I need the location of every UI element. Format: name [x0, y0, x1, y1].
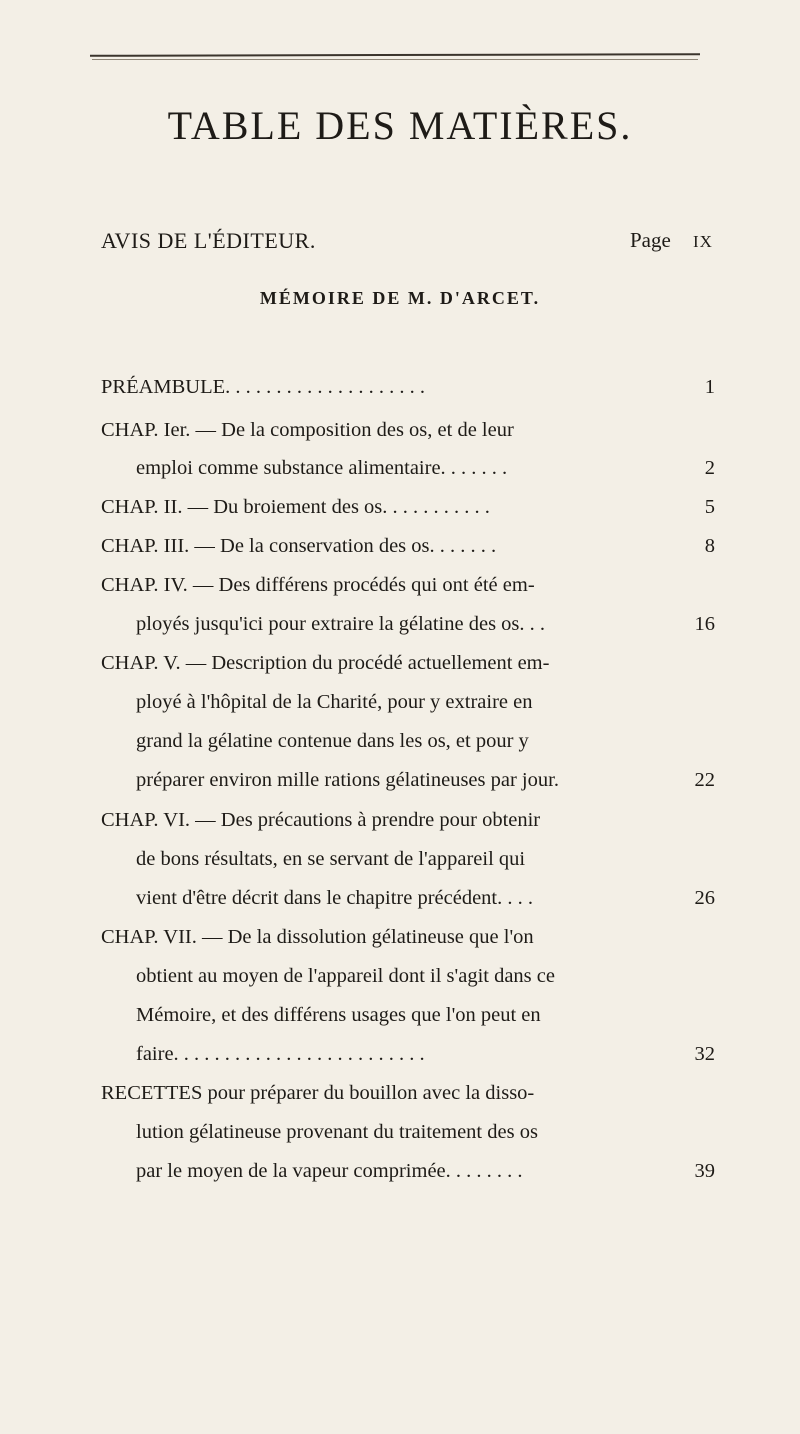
toc-entry-chap1-line-2: emploi comme substance alimentaire. . . . . . .	[136, 457, 508, 479]
toc-entry-preambule-page: 1	[704, 376, 715, 398]
toc-entry-chap6-line-1: CHAP. VI. — Des précautions à prendre pour obtenir	[101, 809, 541, 831]
top-rule-thin	[92, 59, 698, 60]
toc-entry-recettes-line-2: lution gélatineuse provenant du traitement des os	[136, 1121, 538, 1143]
page-title: TABLE DES MATIÈRES.	[167, 103, 633, 148]
toc-entry-chap4-page: 16	[694, 613, 715, 635]
toc-entry-chap1-page: 2	[704, 457, 715, 479]
avis-page-number: IX	[693, 232, 713, 251]
toc-entry-chap7-line-1: CHAP. VII. — De la dissolution gélatineuse que l'on	[101, 926, 534, 948]
top-rule	[90, 53, 700, 57]
toc-entry-chap5-line-2: ployé à l'hôpital de la Charité, pour y extraire en	[136, 691, 533, 713]
toc-entry-chap7-line-4: faire. . . . . . . . . . . . . . . . . . . . . . . . .	[136, 1043, 425, 1065]
toc-entry-chap2-line-1: CHAP. II. — Du broiement des os. . . . . . . . . . .	[101, 496, 490, 518]
toc-entry-recettes-line-3: par le moyen de la vapeur comprimée. . . . . . . .	[136, 1160, 523, 1182]
toc-entry-chap5-page: 22	[694, 769, 715, 791]
toc-entry-chap7-page: 32	[694, 1043, 715, 1065]
toc-entry-chap5-line-4: préparer environ mille rations gélatineuses par jour.	[136, 769, 559, 791]
avis-editeur-label: AVIS DE L'ÉDITEUR.	[101, 228, 316, 253]
toc-entry-recettes-page: 39	[694, 1160, 715, 1182]
toc-entry-chap3-line-1: CHAP. III. — De la conservation des os. . . . . . .	[101, 535, 497, 557]
section-heading: MÉMOIRE DE M. D'ARCET.	[259, 288, 541, 308]
toc-entry-chap5-line-3: grand la gélatine contenue dans les os, et pour y	[136, 730, 529, 752]
toc-entry-chap4-line-2: ployés jusqu'ici pour extraire la gélatine des os. . .	[136, 613, 546, 635]
toc-entry-chap5-line-1: CHAP. V. — Description du procédé actuellement em-	[101, 652, 550, 674]
toc-entry-chap4-line-1: CHAP. IV. — Des différens procédés qui ont été em-	[101, 574, 535, 596]
toc-entry-chap6-line-2: de bons résultats, en se servant de l'appareil qui	[136, 848, 526, 870]
toc-entry-chap7-line-2: obtient au moyen de l'appareil dont il s'agit dans ce	[136, 965, 555, 987]
toc-entry-chap1-line-1: CHAP. Ier. — De la composition des os, et de leur	[101, 419, 514, 441]
toc-entry-chap3-page: 8	[704, 535, 715, 557]
page-word: Page	[630, 228, 671, 252]
toc-entry-chap6-page: 26	[694, 887, 715, 909]
toc-entry-chap2-page: 5	[704, 496, 715, 518]
toc-entry-preambule-line-1: PRÉAMBULE. . . . . . . . . . . . . . . . . . . .	[101, 376, 426, 398]
toc-entry-recettes-line-1: RECETTES pour préparer du bouillon avec la disso-	[101, 1082, 535, 1104]
toc-entry-chap7-line-3: Mémoire, et des différens usages que l'on peut en	[136, 1004, 541, 1026]
toc-entry-chap6-line-3: vient d'être décrit dans le chapitre précédent. . . .	[136, 887, 533, 909]
